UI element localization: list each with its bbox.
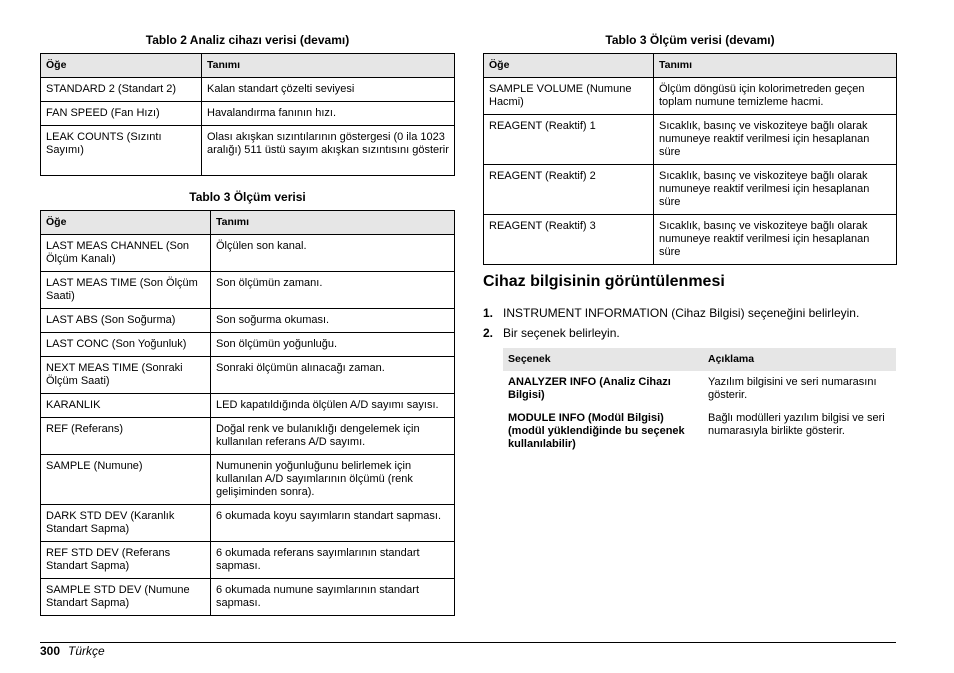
table-row (503, 407, 896, 456)
page-number: 300 (40, 644, 61, 658)
table-cell: Sıcaklık, basınç ve viskoziteye bağlı olarak numuneye reaktif verilmesi için hesaplanan süre (654, 115, 897, 165)
table-row (41, 333, 455, 357)
table-cell: FAN SPEED (Fan Hızı) (41, 102, 202, 126)
table-cell: SAMPLE VOLUME (Numune Hacmi) (484, 78, 654, 115)
table3cont-header-definition: Tanımı (654, 54, 897, 78)
table-cell: LAST MEAS TIME (Son Ölçüm Saati) (41, 272, 211, 309)
section-title: Cihaz bilgisinin görüntülenmesi (483, 273, 725, 290)
table-cell: LAST CONC (Son Yoğunluk) (41, 333, 211, 357)
step-text: INSTRUMENT INFORMATION (Cihaz Bilgisi) seçeneğini belirleyin. (503, 306, 860, 320)
footer-language: Türkçe (68, 644, 105, 658)
table-cell: 6 okumada referans sayımlarının standart sapması. (211, 542, 455, 579)
table-row (41, 455, 455, 505)
table-cell: Numunenin yoğunluğunu belirlemek için kullanılan A/D sayımlarının ölçümü (renk gelişiminden sonra). (211, 455, 455, 505)
right-column (483, 33, 897, 265)
table3cont-header-item: Öğe (484, 54, 654, 78)
step-2 (483, 326, 620, 340)
table-row (41, 542, 455, 579)
table-row (41, 102, 455, 126)
table-cell: Kalan standart çözelti seviyesi (202, 78, 455, 102)
table3-continued-caption: Tablo 3 Ölçüm verisi (devamı) (605, 33, 775, 47)
table-cell: SAMPLE STD DEV (Numune Standart Sapma) (41, 579, 211, 616)
table-row (503, 371, 896, 407)
table-cell: REF (Referans) (41, 418, 211, 455)
table-cell: REAGENT (Reaktif) 1 (484, 115, 654, 165)
table-cell: Olası akışkan sızıntılarının göstergesi (0 ila 1023 aralığı) 511 üstü sayım akışkan sızıntısını gösterir (202, 126, 455, 176)
step-text: Bir seçenek belirleyin. (503, 326, 620, 340)
table-cell: Havalandırma fanının hızı. (202, 102, 455, 126)
table-row (41, 235, 455, 272)
table2-header-item: Öğe (41, 54, 202, 78)
table-cell: 6 okumada numune sayımlarının standart sapması. (211, 579, 455, 616)
table-cell: Ölçüm döngüsü için kolorimetreden geçen toplam numune temizleme hacmi. (654, 78, 897, 115)
table-cell: Son ölçümün zamanı. (211, 272, 455, 309)
table-cell: Sıcaklık, basınç ve viskoziteye bağlı olarak numuneye reaktif verilmesi için hesaplanan süre (654, 215, 897, 265)
table-cell: LEAK COUNTS (Sızıntı Sayımı) (41, 126, 202, 176)
table2-caption: Tablo 2 Analiz cihazı verisi (devamı) (145, 33, 350, 47)
table-row (41, 579, 455, 616)
table2 (40, 53, 455, 176)
table-row (41, 505, 455, 542)
page-footer (40, 644, 105, 658)
table-cell: REAGENT (Reaktif) 2 (484, 165, 654, 215)
table-cell: STANDARD 2 (Standart 2) (41, 78, 202, 102)
table3-continued (483, 53, 897, 265)
table-cell: LED kapatıldığında ölçülen A/D sayımı sayısı. (211, 394, 455, 418)
table-cell: Son ölçümün yoğunluğu. (211, 333, 455, 357)
table-cell: Ölçülen son kanal. (211, 235, 455, 272)
table-cell: Sıcaklık, basınç ve viskoziteye bağlı olarak numuneye reaktif verilmesi için hesaplanan süre (654, 165, 897, 215)
table-row (484, 215, 897, 265)
options-table (503, 348, 896, 456)
option-description: Yazılım bilgisini ve seri numarasını gösterir. (708, 376, 877, 401)
table-cell: LAST ABS (Son Soğurma) (41, 309, 211, 333)
table-cell: REF STD DEV (Referans Standart Sapma) (41, 542, 211, 579)
options-header-description: Açıklama (703, 348, 896, 371)
table3-header-definition: Tanımı (211, 211, 455, 235)
table-row (41, 394, 455, 418)
table-row (484, 165, 897, 215)
footer-divider (40, 642, 896, 643)
table-cell: 6 okumada koyu sayımların standart sapması. (211, 505, 455, 542)
table-row (484, 78, 897, 115)
table3-header-item: Öğe (41, 211, 211, 235)
option-name: ANALYZER INFO (Analiz Cihazı Bilgisi) (508, 376, 671, 401)
table3-caption: Tablo 3 Ölçüm verisi (189, 190, 306, 204)
table-cell: Son soğurma okuması. (211, 309, 455, 333)
table-row (41, 309, 455, 333)
table-cell: REAGENT (Reaktif) 3 (484, 215, 654, 265)
option-name: MODULE INFO (Modül Bilgisi) (modül yüklendiğinde bu seçenek kullanılabilir) (508, 412, 685, 450)
table-row (484, 115, 897, 165)
left-column (40, 33, 455, 616)
step-1 (483, 306, 859, 320)
table-row (41, 272, 455, 309)
table-cell: Sonraki ölçümün alınacağı zaman. (211, 357, 455, 394)
table3 (40, 210, 455, 616)
option-description: Bağlı modülleri yazılım bilgisi ve seri numarasıyla birlikte gösterir. (708, 412, 885, 437)
table-cell: LAST MEAS CHANNEL (Son Ölçüm Kanalı) (41, 235, 211, 272)
table-cell: KARANLIK (41, 394, 211, 418)
step-number: 1. (483, 306, 494, 320)
table-row (41, 78, 455, 102)
table-row (41, 418, 455, 455)
table-row (41, 357, 455, 394)
step-number: 2. (483, 326, 494, 340)
table-cell: NEXT MEAS TIME (Sonraki Ölçüm Saati) (41, 357, 211, 394)
table-cell: Doğal renk ve bulanıklığı dengelemek için kullanılan referans A/D sayımı. (211, 418, 455, 455)
table2-header-definition: Tanımı (202, 54, 455, 78)
table-cell: SAMPLE (Numune) (41, 455, 211, 505)
options-header-option: Seçenek (503, 348, 703, 371)
table-row (41, 126, 455, 176)
table-cell: DARK STD DEV (Karanlık Standart Sapma) (41, 505, 211, 542)
